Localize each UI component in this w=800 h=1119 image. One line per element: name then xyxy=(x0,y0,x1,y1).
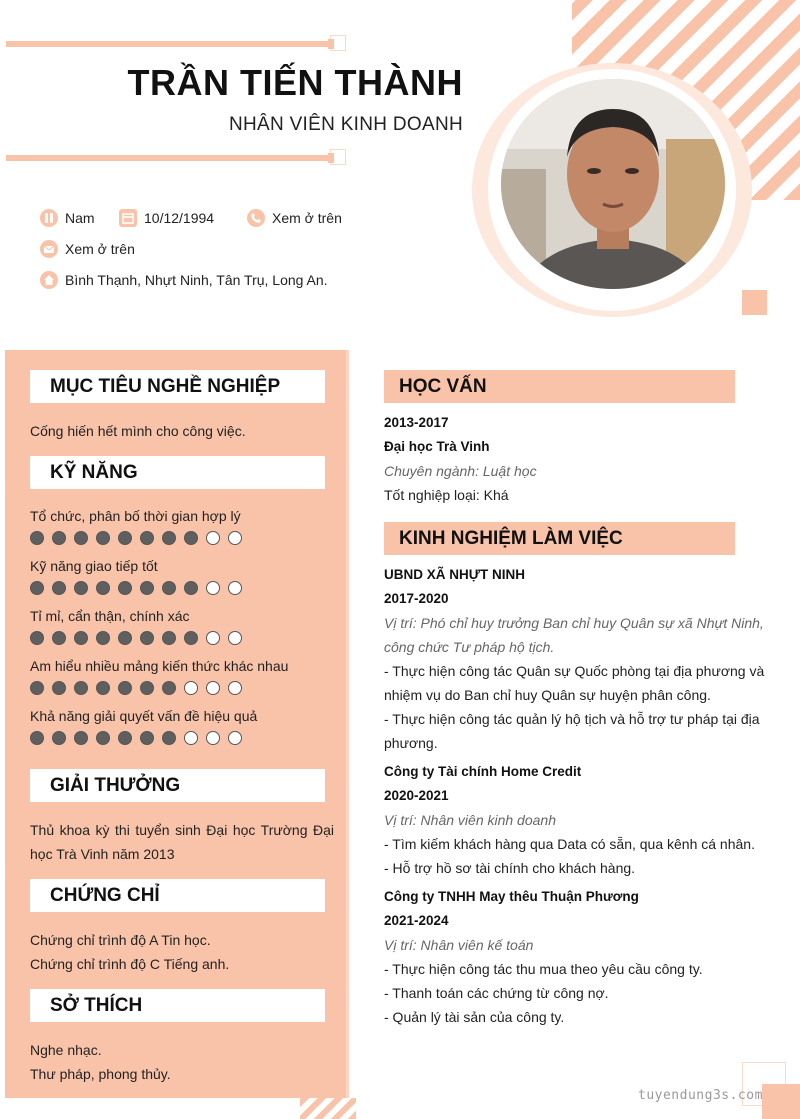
job-duty: - Tìm kiếm khách hàng qua Data có sẵn, qua kênh cá nhân. xyxy=(384,836,755,852)
skill-label: Kỹ năng giao tiếp tốt xyxy=(30,558,158,574)
objective-heading: MỤC TIÊU NGHỀ NGHIỆP xyxy=(30,370,325,403)
education-major: Chuyên ngành: Luật học xyxy=(384,463,537,479)
job-duty: - Hỗ trợ hồ sơ tài chính cho khách hàng. xyxy=(384,860,636,876)
skill-dot-filled xyxy=(162,681,176,695)
skill-dot-filled xyxy=(184,631,198,645)
header-rule-bottom xyxy=(6,155,332,161)
skill-dot-filled xyxy=(30,581,44,595)
skill-dot-filled xyxy=(52,731,66,745)
hobby-line: Thư pháp, phong thủy. xyxy=(30,1066,171,1082)
skill-dot-filled xyxy=(118,631,132,645)
home-icon xyxy=(40,271,58,289)
skill-dot-filled xyxy=(162,731,176,745)
skill-dot-empty xyxy=(206,731,220,745)
contact-address xyxy=(40,271,328,289)
contact-email xyxy=(40,240,135,258)
job-position: Vị trí: Phó chỉ huy trưởng Ban chỉ huy Quân sự xã Nhựt Ninh, xyxy=(384,615,764,631)
skill-dot-filled xyxy=(74,731,88,745)
job-duty: - Thực hiện công tác Quân sự Quốc phòng tại địa phương và xyxy=(384,663,765,679)
skill-dot-filled xyxy=(74,681,88,695)
phone-value[interactable]: Xem ở trên xyxy=(272,210,342,226)
job-duty: - Thực hiện công tác quản lý hộ tịch và hỗ trợ tư pháp tại địa xyxy=(384,711,760,727)
job-duty: - Quản lý tài sản của công ty. xyxy=(384,1009,565,1025)
skill-dot-filled xyxy=(52,531,66,545)
skill-dot-filled xyxy=(140,581,154,595)
skill-dot-filled xyxy=(118,681,132,695)
awards-text: Thủ khoa kỳ thi tuyển sinh Đại học Trường Đại học Trà Vinh năm 2013 xyxy=(30,822,334,862)
skill-rating xyxy=(30,731,242,745)
skill-dot-filled xyxy=(74,631,88,645)
skill-dot-empty xyxy=(184,731,198,745)
contact-gender xyxy=(40,209,95,227)
job-company: Công ty Tài chính Home Credit xyxy=(384,764,582,779)
skill-rating xyxy=(30,581,242,595)
skill-dot-empty xyxy=(206,581,220,595)
skill-dot-filled xyxy=(96,531,110,545)
skill-dot-empty xyxy=(228,581,242,595)
awards-heading: GIẢI THƯỞNG xyxy=(30,769,325,802)
skill-dot-empty xyxy=(228,731,242,745)
skill-dot-empty xyxy=(228,631,242,645)
candidate-job-title: NHÂN VIÊN KINH DOANH xyxy=(228,114,463,135)
skill-dot-filled xyxy=(118,581,132,595)
skill-dot-filled xyxy=(52,631,66,645)
skill-dot-filled xyxy=(52,581,66,595)
skill-dot-filled xyxy=(30,631,44,645)
decorative-stripes-bottom xyxy=(300,1098,356,1119)
skill-dot-empty xyxy=(228,531,242,545)
email-icon xyxy=(40,240,58,258)
header-rule-top xyxy=(6,41,332,47)
calendar-icon xyxy=(119,209,137,227)
certificates-heading: CHỨNG CHỈ xyxy=(30,879,325,912)
job-company: UBND XÃ NHỰT NINH xyxy=(384,567,525,582)
skill-dot-filled xyxy=(140,631,154,645)
skill-label: Am hiểu nhiều mảng kiến thức khác nhau xyxy=(30,658,289,674)
objective-text: Cống hiến hết mình cho công việc. xyxy=(30,423,246,439)
skill-dot-filled xyxy=(96,581,110,595)
gender-icon xyxy=(40,209,58,227)
phone-icon xyxy=(247,209,265,227)
job-duty: nhiệm vụ do Ban chỉ huy Quân sự huyện phân công. xyxy=(384,687,711,703)
left-column-edge xyxy=(346,350,349,1098)
email-value[interactable]: Xem ở trên xyxy=(65,241,135,257)
skill-dot-filled xyxy=(96,731,110,745)
candidate-name: TRẦN TIẾN THÀNH xyxy=(127,62,463,103)
skills-heading: KỸ NĂNG xyxy=(30,456,325,489)
skill-dot-filled xyxy=(140,681,154,695)
skill-dot-filled xyxy=(30,681,44,695)
skill-dot-filled xyxy=(162,631,176,645)
skill-label: Tổ chức, phân bố thời gian hợp lý xyxy=(30,508,241,524)
birthday-value: 10/12/1994 xyxy=(144,210,215,226)
education-school: Đại học Trà Vinh xyxy=(384,439,490,454)
job-position: Vị trí: Nhân viên kế toán xyxy=(384,937,534,953)
job-period: 2020-2021 xyxy=(384,788,449,803)
education-grade: Tốt nghiệp loại: Khá xyxy=(384,487,509,503)
site-watermark: tuyendung3s.com xyxy=(638,1088,763,1103)
gender-value: Nam xyxy=(65,210,95,226)
skill-dot-filled xyxy=(140,531,154,545)
skill-dot-filled xyxy=(184,531,198,545)
skill-dot-filled xyxy=(52,681,66,695)
skill-dot-empty xyxy=(228,681,242,695)
job-position: công chức Tư pháp hộ tịch. xyxy=(384,639,555,655)
address-value: Bình Thạnh, Nhựt Ninh, Tân Trụ, Long An. xyxy=(65,272,328,288)
skill-rating xyxy=(30,531,242,545)
job-period: 2017-2020 xyxy=(384,591,449,606)
skill-dot-filled xyxy=(74,531,88,545)
experience-heading: KINH NGHIỆM LÀM VIỆC xyxy=(384,522,735,555)
skill-dot-filled xyxy=(184,581,198,595)
job-duty: - Thực hiện công tác thu mua theo yêu cầu công ty. xyxy=(384,961,703,977)
skill-dot-filled xyxy=(162,581,176,595)
decorative-square-bottom xyxy=(762,1084,800,1119)
skill-dot-filled xyxy=(118,731,132,745)
skill-dot-empty xyxy=(206,681,220,695)
decorative-square xyxy=(742,290,767,315)
skill-dot-filled xyxy=(118,531,132,545)
skill-label: Tỉ mỉ, cẩn thận, chính xác xyxy=(30,608,190,624)
contact-phone xyxy=(247,209,342,227)
education-period: 2013-2017 xyxy=(384,415,449,430)
skill-dot-filled xyxy=(30,531,44,545)
skill-dot-filled xyxy=(140,731,154,745)
skill-dot-filled xyxy=(162,531,176,545)
skill-dot-empty xyxy=(206,531,220,545)
skill-dot-empty xyxy=(206,631,220,645)
skill-dot-filled xyxy=(30,731,44,745)
job-company: Công ty TNHH May thêu Thuận Phương xyxy=(384,889,639,904)
skill-rating xyxy=(30,681,242,695)
hobby-line: Nghe nhạc. xyxy=(30,1042,102,1058)
contact-birthday xyxy=(119,209,214,227)
skill-dot-empty xyxy=(184,681,198,695)
certificate-line: Chứng chỉ trình độ A Tin học. xyxy=(30,932,211,948)
skill-dot-filled xyxy=(74,581,88,595)
hobbies-heading: SỞ THÍCH xyxy=(30,989,325,1022)
skill-label: Khả năng giải quyết vấn đề hiệu quả xyxy=(30,708,258,724)
skill-dot-filled xyxy=(96,681,110,695)
skill-rating xyxy=(30,631,242,645)
certificate-line: Chứng chỉ trình độ C Tiếng anh. xyxy=(30,956,230,972)
education-heading: HỌC VẤN xyxy=(384,370,735,403)
skill-dot-filled xyxy=(96,631,110,645)
job-period: 2021-2024 xyxy=(384,913,449,928)
profile-photo xyxy=(501,79,725,289)
job-duty: - Thanh toán các chứng từ công nợ. xyxy=(384,985,609,1001)
job-position: Vị trí: Nhân viên kinh doanh xyxy=(384,812,556,828)
job-duty: phương. xyxy=(384,735,438,751)
